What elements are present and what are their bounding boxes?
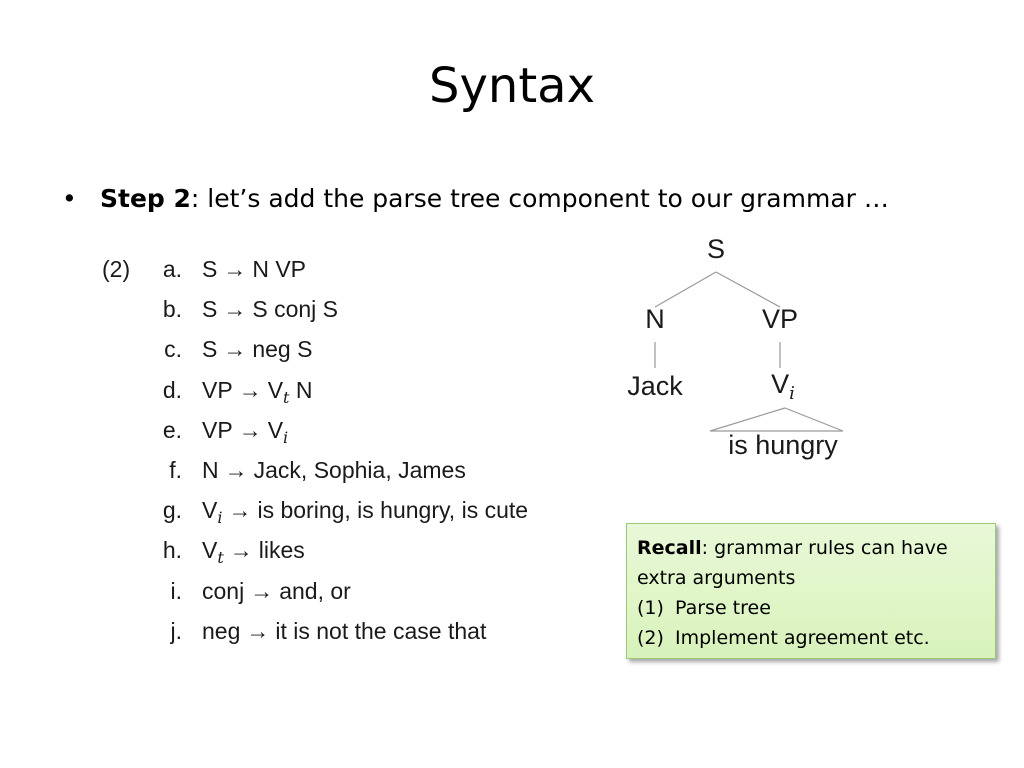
grammar-rule-rhs: V	[267, 376, 284, 403]
grammar-rule-arrow: →	[238, 376, 262, 403]
grammar-rule-rhs: is boring, is hungry, is cute	[257, 497, 529, 524]
grammar-rule-letter: d.	[162, 376, 182, 403]
tree-node-vp: VP	[761, 304, 799, 334]
grammar-rule-arrow: →	[246, 617, 270, 644]
grammar-rule-lhs: V	[202, 537, 218, 564]
triangle-vi	[710, 408, 843, 431]
recall-item-1	[637, 593, 985, 623]
grammar-rule-rhs: it is not the case that	[275, 617, 487, 644]
grammar-rule-letter: f.	[169, 456, 182, 483]
grammar-rule-text	[202, 416, 289, 447]
grammar-rule-letter: e.	[162, 416, 182, 443]
grammar-rule-text	[202, 296, 338, 323]
grammar-rule-letter: h.	[162, 537, 182, 564]
bullet-marker: •	[62, 184, 77, 213]
recall-item-1-num: (1)	[637, 597, 664, 619]
tree-node-jack: Jack	[627, 371, 683, 401]
grammar-rule-text	[202, 457, 466, 484]
grammar-rule-arrow: →	[223, 256, 247, 282]
recall-item-2	[637, 623, 985, 653]
grammar-rule-letter: i.	[170, 577, 182, 604]
grammar-rule-rhs: likes	[258, 537, 305, 564]
edge-s-vp	[716, 272, 780, 307]
grammar-rule-text	[202, 618, 486, 645]
tree-node-s: S	[706, 234, 726, 264]
grammar-rule-lhs: neg	[202, 617, 241, 644]
grammar-rule-rhs-after: N	[289, 376, 313, 403]
recall-text-1: : grammar rules can have	[701, 537, 948, 559]
recall-box	[626, 523, 996, 659]
grammar-rule-letter: a.	[162, 256, 182, 282]
grammar-rule-letter: j.	[170, 617, 182, 644]
grammar-rule-lhs: VP	[202, 416, 233, 443]
grammar-rule-letter: b.	[162, 296, 182, 323]
grammar-rule-rhs-sub: i	[283, 427, 289, 447]
grammar-rule-lhs: VP	[202, 376, 233, 403]
grammar-rule-arrow: →	[238, 416, 262, 443]
recall-text-2: extra arguments	[637, 567, 796, 589]
edge-s-n	[655, 272, 716, 307]
grammar-rule-text	[202, 256, 306, 283]
grammar-number: (2)	[102, 256, 131, 282]
recall-item-2-num: (2)	[637, 627, 664, 649]
parse-tree	[600, 228, 880, 473]
recall-label: Recall	[637, 537, 702, 559]
tree-node-vi	[771, 369, 795, 404]
grammar-rule-arrow: →	[250, 577, 274, 604]
grammar-rule-letter: c.	[164, 336, 182, 363]
grammar-rule-text	[202, 578, 351, 605]
grammar-rule-rhs: N VP	[252, 256, 307, 282]
grammar-rule-rhs: V	[267, 416, 284, 443]
grammar-rule-lhs: V	[202, 497, 218, 524]
grammar-rule-rhs: and, or	[279, 577, 351, 604]
grammar-rule-lhs-sub: t	[217, 548, 224, 568]
grammar-rule-rhs: S conj S	[252, 296, 338, 323]
grammar-rule-lhs: S	[202, 256, 218, 282]
grammar-rule-arrow: →	[224, 456, 248, 483]
grammar-rule-arrow: →	[223, 336, 247, 363]
recall-line-1	[637, 533, 985, 563]
recall-item-2-text: Implement agreement etc.	[675, 627, 930, 649]
tree-node-vi-sub: i	[789, 383, 795, 404]
grammar-rule-rhs-sub: t	[283, 387, 290, 407]
bullet-text: : let’s add the parse tree component to our grammar …	[190, 184, 889, 213]
grammar-rule-rhs: neg S	[252, 336, 313, 363]
bullet-label: Step 2	[100, 184, 191, 213]
tree-node-n: N	[645, 304, 665, 334]
grammar-rule-arrow: →	[229, 537, 253, 564]
grammar-rule-text	[202, 376, 313, 407]
grammar-rule-text	[202, 497, 529, 528]
bullet-step-2	[62, 184, 889, 213]
grammar-rule-rhs: Jack, Sophia, James	[253, 456, 466, 483]
grammar-rule-letter: g.	[162, 497, 182, 524]
recall-item-1-text: Parse tree	[675, 597, 771, 619]
grammar-rule-lhs: S	[202, 296, 218, 323]
grammar-rule-lhs: conj	[202, 577, 245, 604]
slide-title: Syntax	[429, 58, 595, 114]
grammar-rule-arrow: →	[223, 296, 247, 323]
grammar-rule-lhs-sub: i	[217, 508, 223, 528]
grammar-rule-arrow: →	[228, 497, 252, 524]
grammar-rule-lhs: N	[202, 456, 219, 483]
grammar-rule-lhs: S	[202, 336, 218, 363]
grammar-rule-text	[202, 537, 305, 568]
tree-leaf-is-hungry: is hungry	[728, 430, 838, 460]
grammar-rule-text	[202, 336, 312, 363]
tree-node-vi-base: V	[771, 369, 790, 399]
